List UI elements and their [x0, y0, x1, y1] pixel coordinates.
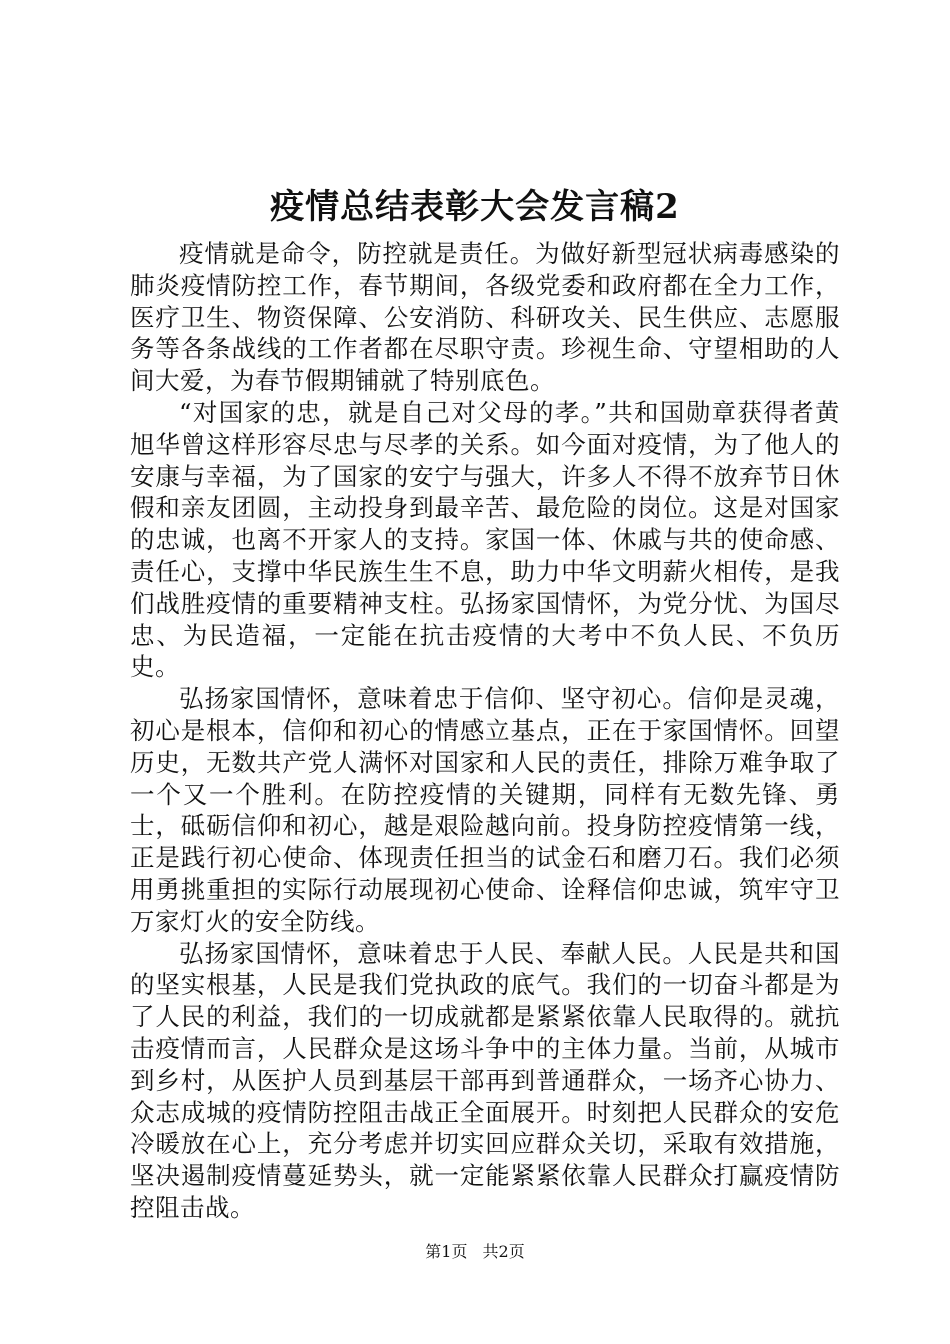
paragraph: 弘扬家国情怀，意味着忠于人民、奉献人民。人民是共和国的坚实根基，人民是我们党执政的底气。我们的一切奋斗都是为了人民的利益，我们的一切成就都是紧紧依靠人民取得的。就抗击疫情而言，人民群众是这场斗争中的主体力量。当前，从城市到乡村，从医护人员到基层干部再到普通群众，一场齐心协力、众志成城的疫情防控阻击战正全面展开。时刻把人民群众的安危冷暖放在心上，充分考虑并切实回应群众关切，采取有效措施，坚决遏制疫情蔓延势头，就一定能紧紧依靠人民群众打赢疫情防控阻击战。 [130, 938, 840, 1222]
page-number-total: 共2页 [482, 1242, 525, 1261]
paragraph: “对国家的忠，就是自己对父母的孝。”共和国勋章获得者黄旭华曾这样形容尽忠与尽孝的关系。如今面对疫情，为了他人的安康与幸福，为了国家的安宁与强大，许多人不得不放弃节日休假和亲友团圆，主动投身到最辛苦、最危险的岗位。这是对国家的忠诚，也离不开家人的支持。家国一体、休戚与共的使命感、责任心，支撑中华民族生生不息，助力中华文明薪火相传，是我们战胜疫情的重要精神支柱。弘扬家国情怀，为党分忧、为国尽忠、为民造福，一定能在抗击疫情的大考中不负人民、不负历史。 [130, 397, 840, 682]
paragraph: 疫情就是命令，防控就是责任。为做好新型冠状病毒感染的肺炎疫情防控工作，春节期间，各级党委和政府都在全力工作，医疗卫生、物资保障、公安消防、科研攻关、民生供应、志愿服务等各条战线的工作者都在尽职守责。珍视生命、守望相助的人间大爱，为春节假期铺就了特别底色。 [130, 239, 840, 396]
page-footer [0, 1240, 950, 1264]
document-title: 疫情总结表彰大会发言稿2 [270, 187, 680, 227]
document-body [130, 238, 840, 1224]
page-number-current: 第1页 [425, 1242, 468, 1261]
paragraph: 弘扬家国情怀，意味着忠于信仰、坚守初心。信仰是灵魂，初心是根本，信仰和初心的情感立基点，正在于家国情怀。回望历史，无数共产党人满怀对国家和人民的责任，排除万难争取了一个又一个胜利。在防控疫情的关键期，同样有无数先锋、勇士，砥砺信仰和初心，越是艰险越向前。投身防控疫情第一线，正是践行初心使命、体现责任担当的试金石和磨刀石。我们必须用勇挑重担的实际行动展现初心使命、诠释信仰忠诚，筑牢守卫万家灯火的安全防线。 [130, 684, 840, 936]
